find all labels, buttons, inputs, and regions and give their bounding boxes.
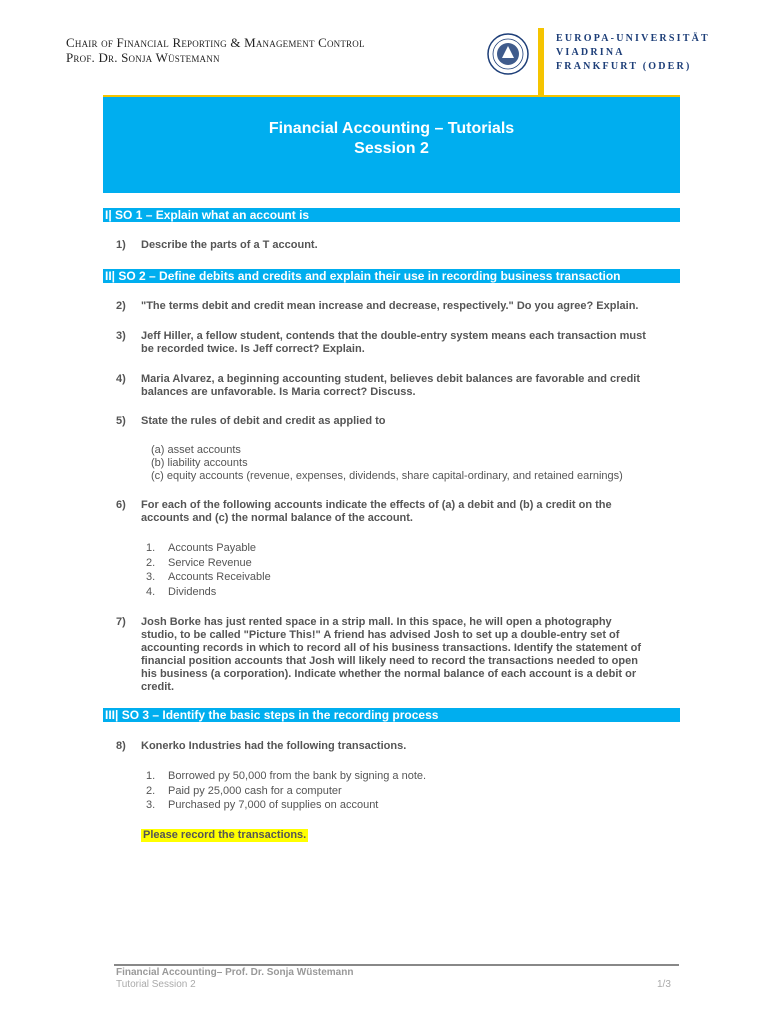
uni-line-3: FRANKFURT (ODER): [556, 61, 692, 72]
question-number: 3): [116, 330, 126, 342]
list-item: 1. Accounts Payable: [146, 542, 257, 554]
document-title: Financial Accounting – Tutorials: [268, 120, 515, 137]
question-text: [141, 740, 676, 753]
list-item: 4. Dividends: [146, 585, 217, 598]
question-number: 5): [116, 415, 126, 427]
list-item: (a) asset accounts: [151, 444, 241, 456]
question-text: [141, 239, 676, 252]
question-number: 1): [116, 239, 126, 251]
list-item: 2. Paid py 25,000 cash for a computer: [146, 784, 342, 797]
list-item: (c) equity accounts (revenue, expenses, dividends, share capital-ordinary, and retained earnings): [151, 470, 623, 482]
section-heading: III| SO 3 – Identify the basic steps in the recording process: [103, 708, 680, 722]
question-number: 8): [116, 740, 126, 752]
question-line: Josh Borke has just rented space in a strip mall. In this space, he will open a photography: [141, 616, 612, 628]
footer-rule: [114, 964, 679, 966]
question-line: State the rules of debit and credit as applied to: [141, 415, 386, 427]
question-text: [141, 415, 676, 428]
university-seal-icon: [487, 33, 529, 75]
question-text: [141, 373, 676, 399]
section-heading: II| SO 2 – Define debits and credits and explain their use in recording business transaction: [103, 269, 680, 283]
list-item: 3. Purchased py 7,000 of supplies on account: [146, 799, 379, 811]
question-line: Jeff Hiller, a fellow student, contends that the double-entry system means each transaction must: [141, 330, 646, 342]
logo-divider: [538, 28, 544, 96]
question-line: For each of the following accounts indicate the effects of (a) a debit and (b) a credit on the: [141, 499, 612, 511]
sub-list: [151, 444, 623, 483]
question-line: his business (a corporation). Indicate whether the normal balance of each account is a debit or: [141, 668, 637, 680]
numbered-list: [146, 769, 426, 813]
question-line: accounting records in which to record all of his business transactions. Identify the statement of: [141, 642, 641, 654]
list-item: 3. Accounts Receivable: [146, 571, 271, 583]
question-text: [141, 499, 676, 525]
list-item: 2. Service Revenue: [146, 556, 252, 569]
section-heading: I| SO 1 – Explain what an account is: [103, 208, 680, 222]
chair-heading: [66, 35, 365, 65]
question-line: be recorded twice. Is Jeff correct? Explain.: [141, 343, 365, 355]
highlighted-instruction: Please record the transactions.: [143, 829, 307, 841]
footer-session: Tutorial Session 2: [116, 979, 196, 990]
list-item: 1. Borrowed py 50,000 from the bank by signing a note.: [146, 770, 427, 782]
uni-line-1: EUROPA-UNIVERSITÄT: [556, 33, 710, 44]
question-number: 6): [116, 499, 126, 511]
question-line: financial position accounts that Josh will likely need to record the transactions needed to open: [141, 655, 638, 667]
question-line: credit.: [141, 681, 175, 693]
document-subtitle: Session 2: [354, 140, 429, 157]
numbered-list: [146, 541, 271, 599]
page-number: 1/3: [657, 979, 671, 990]
title-banner: [103, 97, 680, 193]
professor-name: Prof. Dr. Sonja Wüstemann: [66, 50, 220, 65]
chair-name: Chair of Financial Reporting & Management Control: [66, 35, 365, 50]
question-number: 2): [116, 300, 126, 312]
uni-line-2: VIADRINA: [556, 47, 625, 58]
footer-course: Financial Accounting– Prof. Dr. Sonja Wüstemann: [116, 967, 354, 978]
question-line: studio, to be called "Picture This!" A friend has advised Josh to set up a double-entry set of: [141, 629, 620, 641]
question-line: "The terms debit and credit mean increase and decrease, respectively." Do you agree? Explain.: [141, 300, 639, 312]
list-item: (b) liability accounts: [151, 457, 248, 469]
question-number: 7): [116, 616, 126, 628]
question-line: Maria Alvarez, a beginning accounting student, believes debit balances are favorable and credit: [141, 373, 641, 385]
question-line: Describe the parts of a T account.: [141, 239, 318, 251]
university-logo-text: [556, 32, 710, 74]
question-text: [141, 330, 676, 356]
question-line: accounts and (c) the normal balance of the account.: [141, 512, 413, 524]
question-text: [141, 300, 676, 313]
question-number: 4): [116, 373, 126, 385]
question-line: Konerko Industries had the following transactions.: [141, 740, 407, 752]
question-text: [141, 616, 676, 694]
question-line: balances are unfavorable. Is Maria correct? Discuss.: [141, 386, 416, 398]
